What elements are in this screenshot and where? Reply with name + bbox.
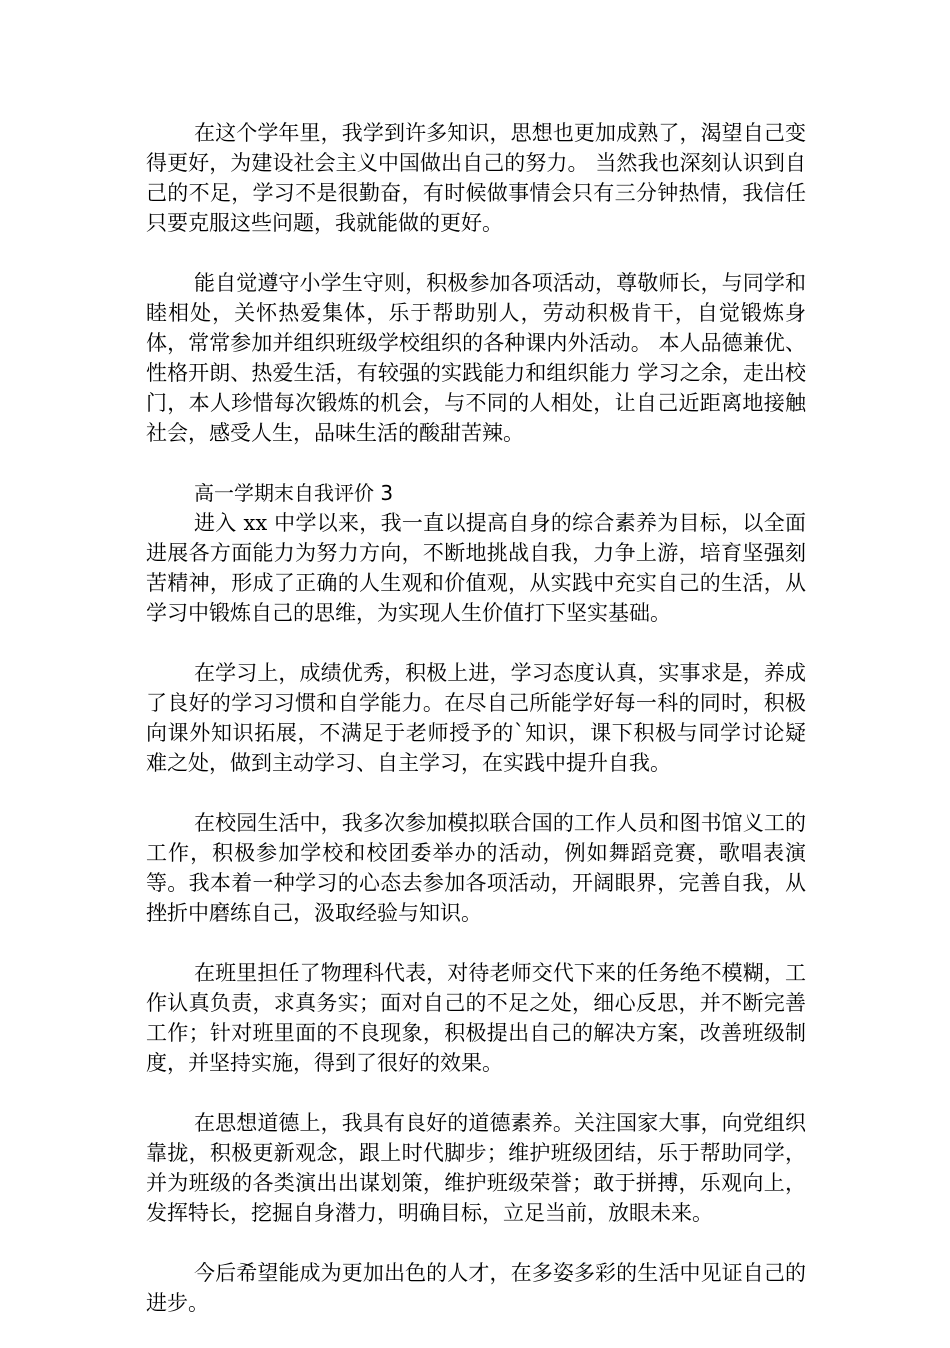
- document-body: [146, 118, 806, 1348]
- paragraph: 在这个学年里，我学到许多知识，思想也更加成熟了，渴望自己变得更好，为建设社会主义中国做出自己的努力。 当然我也深刻认识到自己的不足，学习不是很勤奋，有时候做事情会只有三分钟热情，我信任只要克服这些问题，我就能做的更好。: [146, 121, 806, 235]
- paragraph: 在班里担任了物理科代表，对待老师交代下来的任务绝不模糊，工作认真负责，求真务实；面对自己的不足之处，细心反思，并不断完善工作；针对班里面的不良现象，积极提出自己的解决方案，改善班级制度，并坚持实施，得到了很好的效果。: [146, 961, 806, 1075]
- paragraph: 进入 xx 中学以来，我一直以提高自身的综合素养为目标，以全面进展各方面能力为努力方向，不断地挑战自我，力争上游，培育坚强刻苦精神，形成了正确的人生观和价值观，从实践中充实自己的生活，从学习中锻炼自己的思维，为实现人生价值打下坚实基础。: [146, 511, 806, 625]
- paragraph: 在学习上，成绩优秀，积极上进，学习态度认真，实事求是，养成了良好的学习习惯和自学能力。在尽自己所能学好每一科的同时，积极向课外知识拓展，不满足于老师授予的`知识，课下积极与同学讨论疑难之处，做到主动学习、自主学习，在实践中提升自我。: [146, 661, 806, 775]
- paragraph: 在思想道德上，我具有良好的道德素养。关注国家大事，向党组织靠拢，积极更新观念，跟上时代脚步；维护班级团结，乐于帮助同学，并为班级的各类演出出谋划策，维护班级荣誉；敢于拼搏，乐观向上，发挥特长，挖掘自身潜力，明确目标，立足当前，放眼未来。: [146, 1111, 806, 1225]
- paragraph: 能自觉遵守小学生守则，积极参加各项活动，尊敬师长，与同学和睦相处，关怀热爱集体，乐于帮助别人，劳动积极肯干，自觉锻炼身体，常常参加并组织班级学校组织的各种课内外活动。 本人品德兼优、性格开朗、热爱生活，有较强的实践能力和组织能力 学习之余，走出校门，本人珍惜每次锻炼的机会，与不同的人相处，让自己近距离地接触社会，感受人生，品味生活的酸甜苦辣。: [146, 271, 806, 445]
- section-heading: 高一学期末自我评价 3: [194, 481, 394, 505]
- paragraph: 在校园生活中，我多次参加模拟联合国的工作人员和图书馆义工的工作，积极参加学校和校团委举办的活动，例如舞蹈竞赛，歌唱表演等。我本着一种学习的心态去参加各项活动，开阔眼界，完善自我，从挫折中磨练自己，汲取经验与知识。: [146, 811, 806, 925]
- paragraph: 今后希望能成为更加出色的人才，在多姿多彩的生活中见证自己的进步。: [146, 1261, 806, 1315]
